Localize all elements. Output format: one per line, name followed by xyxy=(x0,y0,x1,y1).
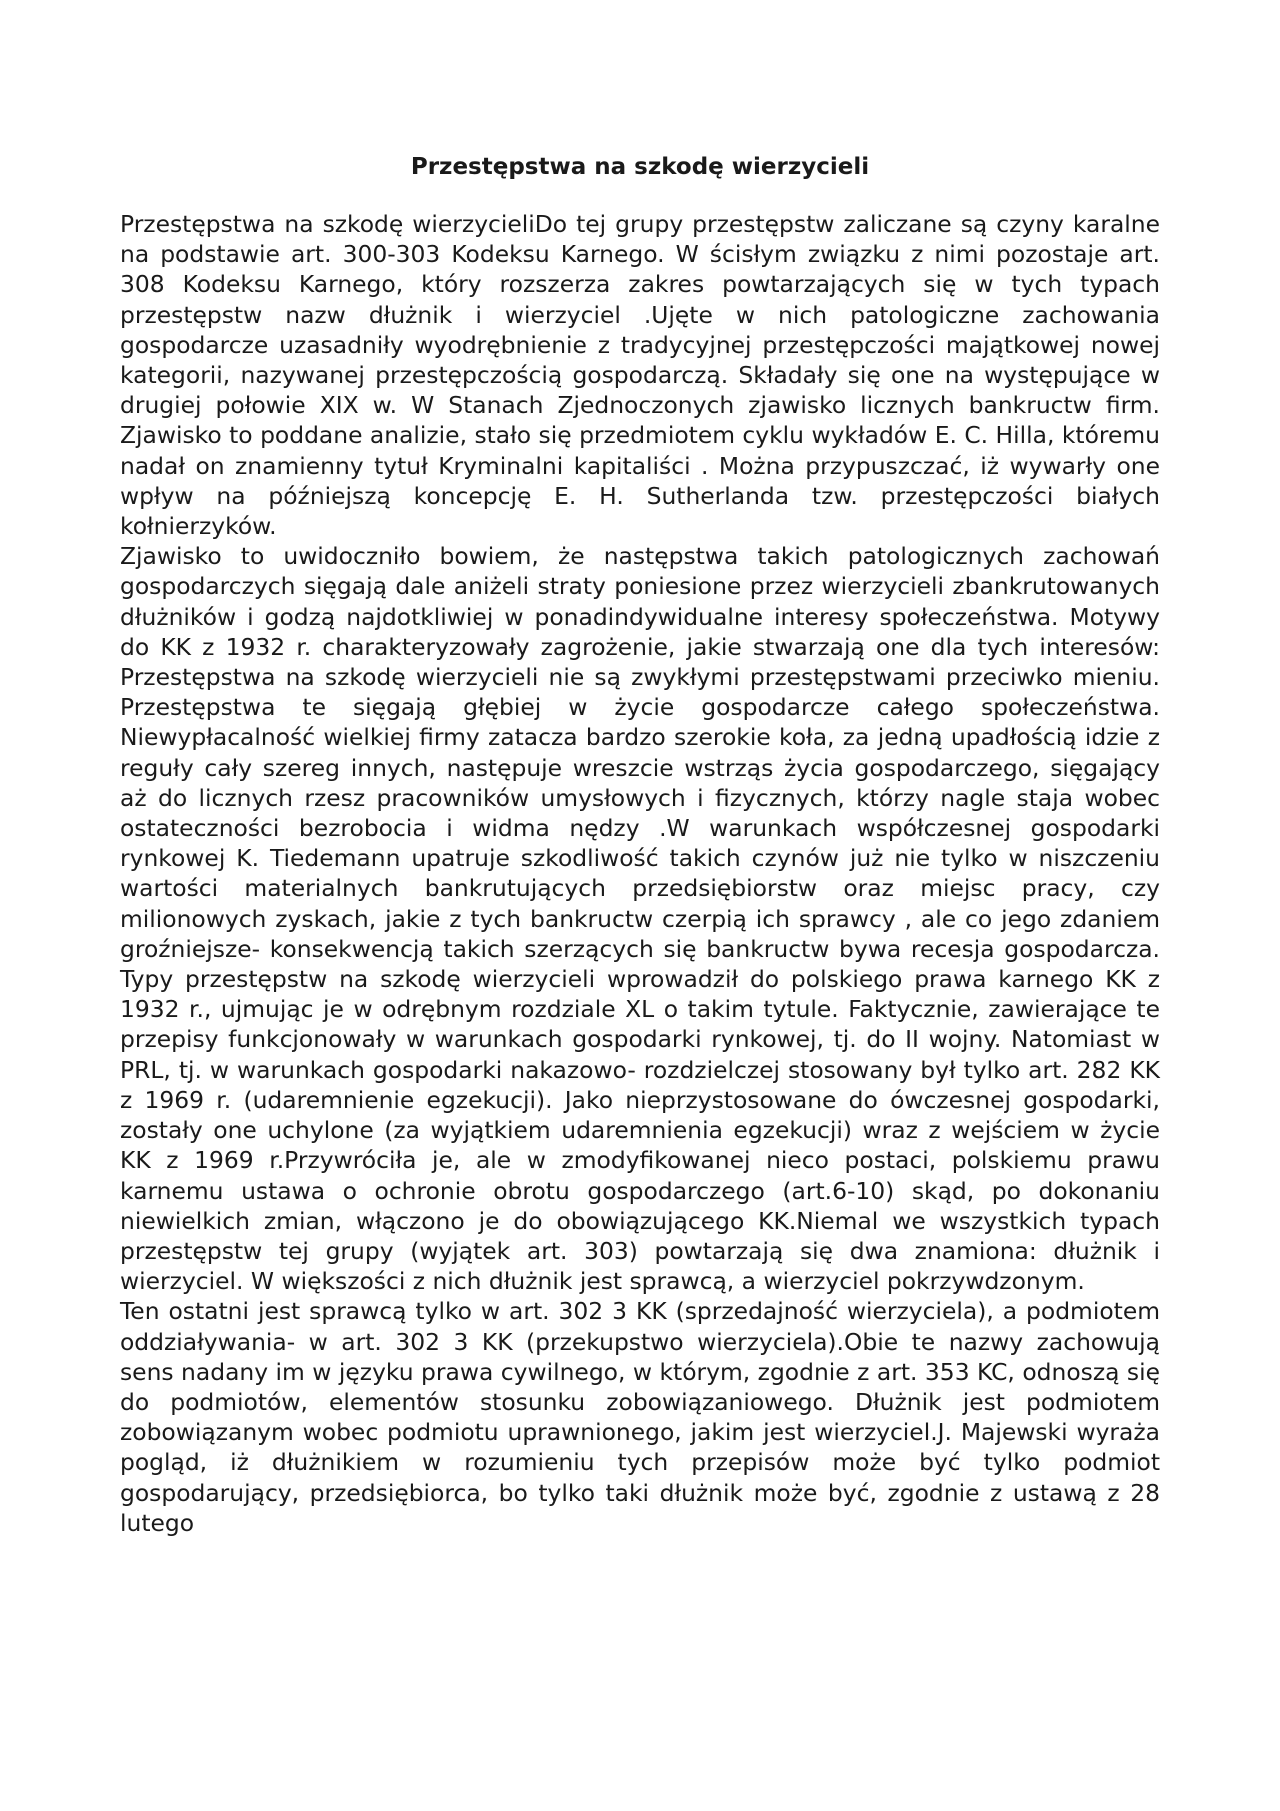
paragraph-2: Zjawisko to uwidoczniło bowiem, że następstwa takich patologicznych zachowań gospodarczych sięgają dale aniżeli straty poniesione przez wierzycieli zbankrutowanych dłużników i godzą najdotkliwiej w ponadindywidualne interesy społeczeństwa. Motywy do KK z 1932 r. charakteryzowały zagrożenie, jakie stwarzają one dla tych interesów: Przestępstwa na szkodę wierzycieli nie są zwykłymi przestępstwami przeciwko mieniu. Przestępstwa te sięgają głębiej w życie gospodarcze całego społeczeństwa. Niewypłacalność wielkiej firmy zatacza bardzo szerokie koła, za jedną upadłością idzie z reguły cały szereg innych, następuje wreszcie wstrząs życia gospodarczego, sięgający aż do licznych rzesz pracowników umysłowych i fizycznych, którzy nagle staja wobec ostateczności bezrobocia i widma nędzy .W warunkach współczesnej gospodarki rynkowej K. Tiedemann upatruje szkodliwość takich czynów już nie tylko w niszczeniu wartości materialnych bankrutujących przedsiębiorstw oraz miejsc pracy, czy milionowych zyskach, jakie z tych bankructw czerpią ich sprawcy , ale co jego zdaniem groźniejsze- konsekwencją takich szerzących się bankructw bywa recesja gospodarcza. Typy przestępstw na szkodę wierzycieli wprowadził do polskiego prawa karnego KK z 1932 r., ujmując je w odrębnym rozdziale XL o takim tytule. Faktycznie, zawierające te przepisy funkcjonowały w warunkach gospodarki rynkowej, tj. do II wojny. Natomiast w PRL, tj. w warunkach gospodarki nakazowo- rozdzielczej stosowany był tylko art. 282 KK z 1969 r. (udaremnienie egzekucji). Jako nieprzystosowane do ówczesnej gospodarki, zostały one uchylone (za wyjątkiem udaremnienia egzekucji) wraz z wejściem w życie KK z 1969 r.Przywróciła je, ale w zmodyfikowanej nieco postaci, polskiemu prawu karnemu ustawa o ochronie obrotu gospodarczego (art.6-10) skąd, po dokonaniu niewielkich zmian, włączono je do obowiązującego KK.Niemal we wszystkich typach przestępstw tej grupy (wyjątek art. 303) powtarzają się dwa znamiona: dłużnik i wierzyciel. W większości z nich dłużnik jest sprawcą, a wierzyciel pokrzywdzonym. xyxy=(120,542,1160,1296)
document-body xyxy=(120,209,1160,1538)
paragraph-3: Ten ostatni jest sprawcą tylko w art. 302 3 KK (sprzedajność wierzyciela), a podmiotem oddziaływania- w art. 302 3 KK (przekupstwo wierzyciela).Obie te nazwy zachowują sens nadany im w języku prawa cywilnego, w którym, zgodnie z art. 353 KC, odnoszą się do podmiotów, elementów stosunku zobowiązaniowego. Dłużnik jest podmiotem zobowiązanym wobec podmiotu uprawnionego, jakim jest wierzyciel.J. Majewski wyraża pogląd, iż dłużnikiem w rozumieniu tych przepisów może być tylko podmiot gospodarujący, przedsiębiorca, bo tylko taki dłużnik może być, zgodnie z ustawą z 28 lutego xyxy=(120,1297,1160,1537)
document-title: Przestępstwa na szkodę wierzycieli xyxy=(410,154,870,180)
paragraph-1: Przestępstwa na szkodę wierzycieliDo tej grupy przestępstw zaliczane są czyny karalne na podstawie art. 300-303 Kodeksu Karnego. W ścisłym związku z nimi pozostaje art. 308 Kodeksu Karnego, który rozszerza zakres powtarzających się w tych typach przestępstw nazw dłużnik i wierzyciel .Ujęte w nich patologiczne zachowania gospodarcze uzasadniły wyodrębnienie z tradycyjnej przestępczości majątkowej nowej kategorii, nazywanej przestępczością gospodarczą. Składały się one na występujące w drugiej połowie XIX w. W Stanach Zjednoczonych zjawisko licznych bankructw firm. Zjawisko to poddane analizie, stało się przedmiotem cyklu wykładów E. C. Hilla, któremu nadał on znamienny tytuł Kryminalni kapitaliści . Można przypuszczać, iż wywarły one wpływ na późniejszą koncepcję E. H. Sutherlanda tzw. przestępczości białych kołnierzyków. xyxy=(120,210,1160,541)
